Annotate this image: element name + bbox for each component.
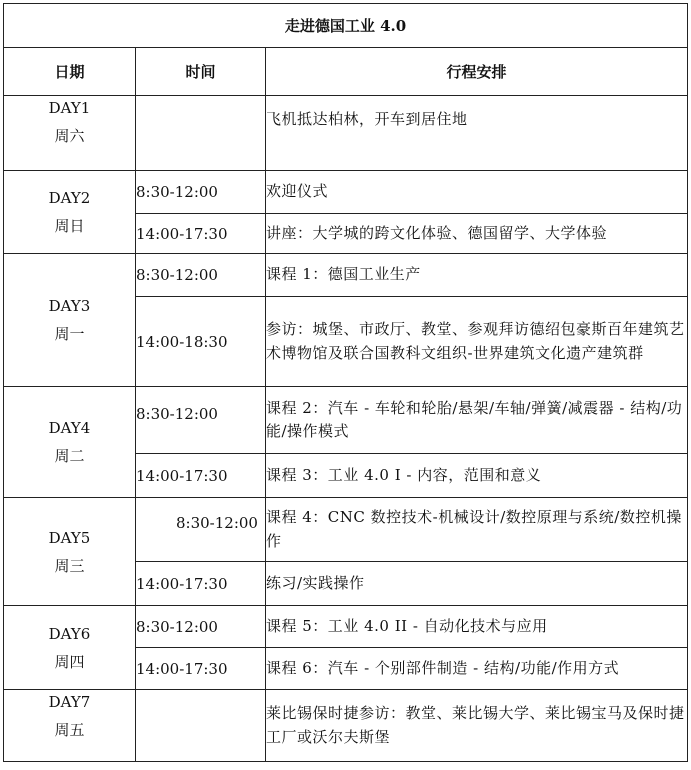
day-cell <box>4 387 136 498</box>
day-label: DAY4 <box>48 419 91 437</box>
plan-cell: 讲座：大学城的跨文化体验、德国留学、大学体验 <box>266 214 688 254</box>
weekday-label: 周三 <box>54 556 85 575</box>
day-cell <box>4 96 136 171</box>
time-cell: 8:30-12:00 <box>136 254 266 297</box>
plan-cell: 飞机抵达柏林，开车到居住地 <box>266 96 688 171</box>
weekday-label: 周二 <box>54 447 85 465</box>
time-cell: 8:30-12:00 <box>136 498 266 562</box>
time-cell: 8:30-12:00 <box>136 171 266 214</box>
time-cell <box>136 96 266 171</box>
day-label: DAY3 <box>48 297 91 315</box>
day-label: DAY1 <box>48 99 91 117</box>
table-row <box>4 606 688 648</box>
table-title: 走进德国工业 4.0 <box>4 4 688 48</box>
plan-cell: 欢迎仪式 <box>266 171 688 214</box>
time-cell: 8:30-12:00 <box>136 606 266 648</box>
day-cell <box>4 690 136 762</box>
plan-cell: 参访：城堡、市政厅、教堂、参观拜访德绍包豪斯百年建筑艺术博物馆及联合国教科文组织-世界建筑文化遗产建筑群 <box>266 297 688 387</box>
day-label: DAY5 <box>48 528 91 547</box>
day-label: DAY2 <box>48 189 91 207</box>
table-row <box>4 498 688 562</box>
weekday-label: 周日 <box>54 217 85 235</box>
day-label: DAY6 <box>48 624 91 643</box>
plan-cell: 课程 1：德国工业生产 <box>266 254 688 297</box>
time-cell: 14:00-17:30 <box>136 214 266 254</box>
time-cell: 14:00-18:30 <box>136 297 266 387</box>
time-cell: 14:00-17:30 <box>136 454 266 498</box>
day-cell <box>4 254 136 387</box>
header-date: 日期 <box>4 48 136 96</box>
table-row <box>4 96 688 171</box>
table-row <box>4 254 688 297</box>
weekday-label: 周一 <box>54 325 85 343</box>
plan-cell: 课程 2：汽车 - 车轮和轮胎/悬架/车轴/弹簧/减震器 - 结构/功能/操作模式 <box>266 387 688 454</box>
day-label: DAY7 <box>48 693 91 711</box>
header-plan: 行程安排 <box>266 48 688 96</box>
plan-cell: 课程 4：CNC 数控技术-机械设计/数控原理与系统/数控机操作 <box>266 498 688 562</box>
time-cell <box>136 690 266 762</box>
time-cell: 8:30-12:00 <box>136 387 266 454</box>
header-time: 时间 <box>136 48 266 96</box>
time-cell: 14:00-17:30 <box>136 648 266 690</box>
plan-cell: 练习/实践操作 <box>266 562 688 606</box>
weekday-label: 周四 <box>54 652 85 671</box>
table-row <box>4 690 688 762</box>
weekday-label: 周五 <box>54 721 85 739</box>
plan-cell: 课程 3：工业 4.0 I - 内容，范围和意义 <box>266 454 688 498</box>
itinerary-table <box>3 3 688 762</box>
day-cell <box>4 498 136 606</box>
plan-cell: 课程 6：汽车 - 个别部件制造 - 结构/功能/作用方式 <box>266 648 688 690</box>
plan-cell: 课程 5：工业 4.0 II - 自动化技术与应用 <box>266 606 688 648</box>
day-cell <box>4 606 136 690</box>
table-row <box>4 171 688 214</box>
time-cell: 14:00-17:30 <box>136 562 266 606</box>
plan-cell: 莱比锡保时捷参访：教堂、莱比锡大学、莱比锡宝马及保时捷工厂或沃尔夫斯堡 <box>266 690 688 762</box>
table-row <box>4 387 688 454</box>
weekday-label: 周六 <box>54 127 85 145</box>
day-cell <box>4 171 136 254</box>
